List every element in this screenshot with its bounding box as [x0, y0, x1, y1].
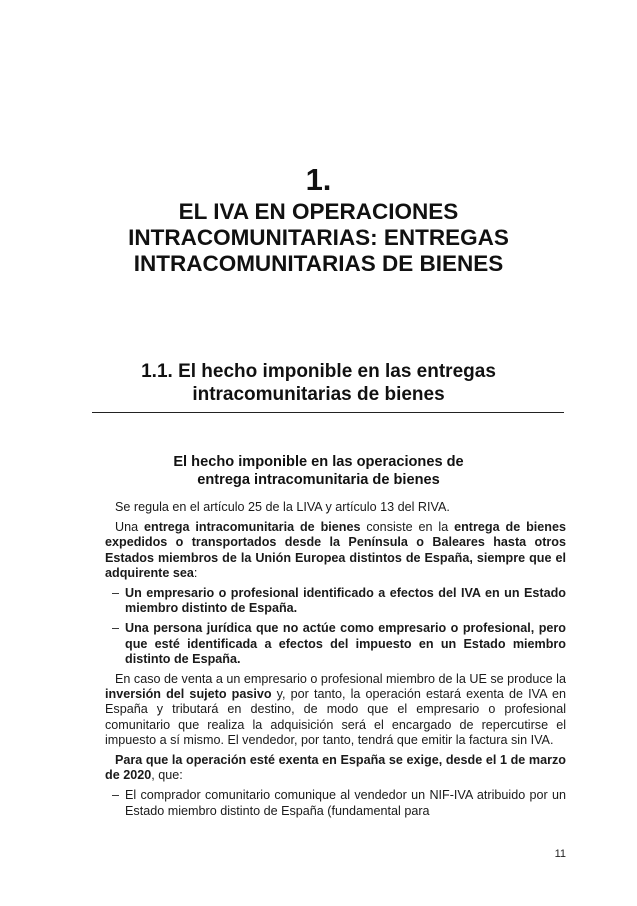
- list-dash: –: [112, 788, 120, 803]
- list-item: [105, 621, 566, 667]
- list-item-text: Un empresario o profesional identificado a efectos del IVA en un Estado miembro distinto de España.: [125, 586, 566, 616]
- text-run: y, por tanto, la operación estará exenta de IVA en España y tributará en destino, de modo que el empresario o profesional comunitario que realiza la adquisición será el encargado de repercutirse el impuesto a sí mismo. El vendedor, por tanto, tendrá que emitir la factura sin IVA.: [105, 687, 566, 747]
- text-run: Una: [115, 520, 145, 535]
- section-divider: [92, 412, 564, 413]
- chapter-title: [40, 199, 597, 277]
- chapter-title-line: INTRACOMUNITARIAS DE BIENES: [133, 251, 504, 276]
- list-item-text: Una persona jurídica que no actúe como empresario o profesional, pero que esté identificada a efectos del impuesto en un Estado miembro distinto de España.: [125, 621, 566, 666]
- bold-run: entrega intracomunitaria de bienes: [144, 520, 361, 535]
- text-run: :: [193, 565, 198, 580]
- subsection-title: [100, 453, 537, 489]
- page-number: 11: [554, 848, 566, 860]
- section-title: [80, 360, 557, 406]
- text-run: En caso de venta a un empresario o profesional miembro de la UE se produce la: [115, 672, 566, 687]
- paragraph-exemption: [105, 753, 566, 783]
- bold-run: entrega de bienes expedidos o transportados desde la Península o Baleares hasta otros Estados miembros de la Unión Europea distintos de España, siempre que el adquirente sea: [105, 520, 566, 580]
- list-dash: –: [112, 621, 120, 636]
- chapter-title-line: INTRACOMUNITARIAS: ENTREGAS: [128, 225, 509, 250]
- body-text: [105, 500, 566, 824]
- subsection-title-line: entrega intracomunitaria de bienes: [197, 472, 440, 488]
- paragraph-definition: [105, 520, 566, 581]
- paragraph-regulation: Se regula en el artículo 25 de la LIVA y artículo 13 del RIVA.: [115, 500, 450, 514]
- paragraph-reverse-charge: [105, 672, 566, 748]
- list-item: [105, 586, 566, 616]
- text-run: consiste en la: [360, 520, 455, 535]
- list-item-text: El comprador comunitario comunique al vendedor un NIF-IVA atribuido por un Estado miembro distinto de España (fundamental para: [125, 788, 566, 818]
- bold-run: Para que la operación esté exenta en España se exige, desde el 1 de marzo de 2020: [105, 753, 566, 783]
- chapter-number: 1.: [305, 162, 332, 197]
- section-title-line: intracomunitarias de bienes: [192, 384, 445, 405]
- subsection-title-line: El hecho imponible en las operaciones de: [173, 454, 464, 470]
- text-run: , que:: [151, 768, 183, 783]
- bold-run: inversión del sujeto pasivo: [105, 687, 272, 702]
- section-title-line: 1.1. El hecho imponible en las entregas: [141, 361, 496, 382]
- chapter-title-line: EL IVA EN OPERACIONES: [178, 199, 459, 224]
- list-item: [105, 788, 566, 818]
- list-dash: –: [112, 586, 120, 601]
